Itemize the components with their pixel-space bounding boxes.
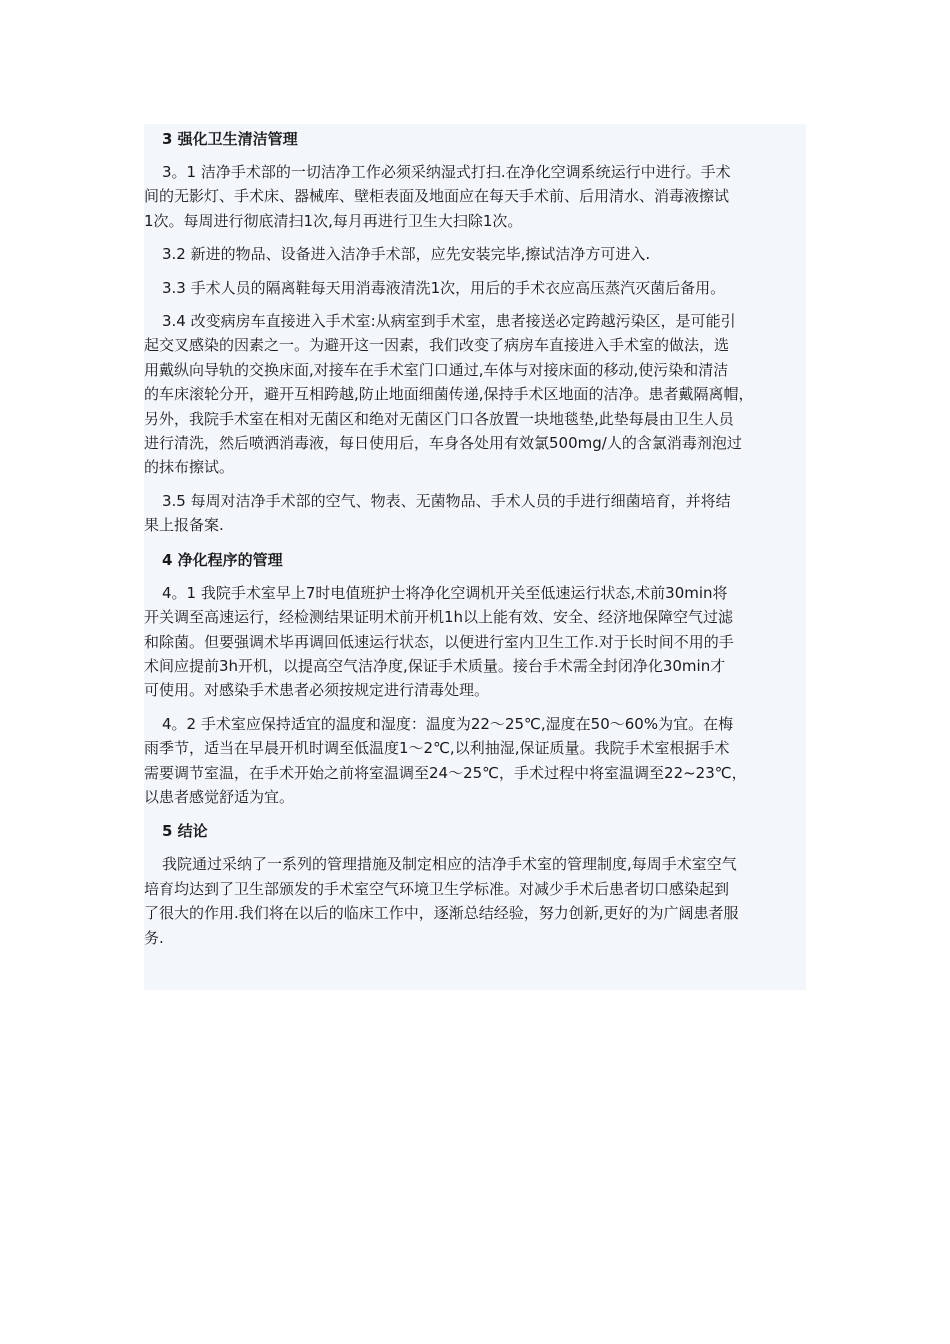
- text-line: 3.2 新进的物品、设备进入洁净手术部，应先安装完毕,擦试洁净方可进入.: [162, 245, 651, 264]
- text-line: 另外，我院手术室在相对无菌区和绝对无菌区门口各放置一块地毯垫,此垫每晨由卫生人员: [144, 409, 734, 428]
- paragraph: [144, 712, 806, 810]
- text-line: 了很大的作用.我们将在以后的临床工作中，逐渐总结经验，努力创新,更好的为广阔患者服: [144, 904, 739, 923]
- text-line: 用戴纵向导轨的交换床面,对接车在手术室门口通过,车体与对接床面的移动,使污染和清洁: [144, 360, 729, 379]
- paragraph: [144, 581, 806, 703]
- section-heading: 3 强化卫生清洁管理: [162, 130, 298, 148]
- text-line: 培育均达到了卫生部颁发的手术室空气环境卫生学标准。对减少手术后患者切口感染起到: [144, 879, 730, 898]
- text-line: 雨季节，适当在早晨开机时调至低温度1～2℃,以利抽湿,保证质量。我院手术室根据手术: [144, 739, 730, 758]
- document-content: [144, 124, 806, 990]
- text-line: 可使用。对感染手术患者必须按规定进行清毒处理。: [144, 681, 490, 700]
- paragraph: [144, 242, 806, 266]
- text-line: 和除菌。但要强调术毕再调回低速运行状态，以便进行室内卫生工作.对于长时间不用的手: [144, 632, 734, 651]
- text-line: 进行清洗，然后喷洒消毒液，每日使用后，车身各处用有效氯500mg/人的含氯消毒剂泡过: [144, 434, 742, 453]
- text-line: 术间应提前3h开机，以提高空气洁净度,保证手术质量。接台手术需全封闭净化30min才: [144, 656, 726, 675]
- paragraph: [144, 489, 806, 538]
- text-line: 3.3 手术人员的隔离鞋每天用消毒液清洗1次，用后的手术衣应高压蒸汽灭菌后备用。: [162, 278, 726, 297]
- section-heading: 5 结论: [162, 822, 208, 841]
- text-line: 3.5 每周对洁净手术部的空气、物表、无菌物品、手术人员的手进行细菌培育，并将结: [162, 491, 731, 510]
- text-line: 起交叉感染的因素之一。为避开这一因素，我们改变了病房车直接进入手术室的做法，选: [144, 336, 730, 355]
- paragraph: [144, 852, 806, 950]
- text-line: 间的无影灯、手术床、器械库、壁柜表面及地面应在每天手术前、后用清水、消毒液擦试: [144, 187, 730, 206]
- text-line: 需要调节室温，在手术开始之前将室温调至24～25℃，手术过程中将室温调至22~23℃，: [144, 763, 747, 782]
- section-heading: 4 净化程序的管理: [162, 550, 283, 569]
- paragraph: [144, 160, 806, 233]
- text-line: 4。2 手术室应保持适宜的温度和湿度：温度为22～25℃,湿度在50～60%为宜。在梅: [162, 714, 734, 733]
- text-line: 3。1 洁净手术部的一切洁净工作必须采纳湿式打扫.在净化空调系统运行中进行。手术: [162, 163, 731, 181]
- text-line: 4。1 我院手术室早上7时电值班护士将净化空调机开关至低速运行状态,术前30min将: [162, 583, 728, 602]
- text-line: 务.: [144, 928, 164, 947]
- text-line: 果上报备案.: [144, 516, 224, 535]
- text-line: 的车床滚轮分开，避开互相跨越,防止地面细菌传递,保持手术区地面的洁净。患者戴隔离帽，: [144, 385, 754, 404]
- paragraph: [144, 309, 806, 480]
- text-line: 开关调至高速运行，经检测结果证明术前开机1h以上能有效、安全、经济地保障空气过滤: [144, 608, 734, 627]
- paragraph: [144, 276, 806, 300]
- text-line: 1次。每周进行彻底清扫1次,每月再进行卫生大扫除1次。: [144, 211, 523, 230]
- text-line: 3.4 改变病房车直接进入手术室:从病室到手术室，患者接送必定跨越污染区，是可能引: [162, 312, 736, 331]
- text-line: 我院通过采纳了一系列的管理措施及制定相应的洁净手术室的管理制度,每周手术室空气: [162, 855, 737, 874]
- text-line: 以患者感觉舒适为宜。: [144, 787, 295, 806]
- text-line: 的抹布擦试。: [144, 458, 235, 477]
